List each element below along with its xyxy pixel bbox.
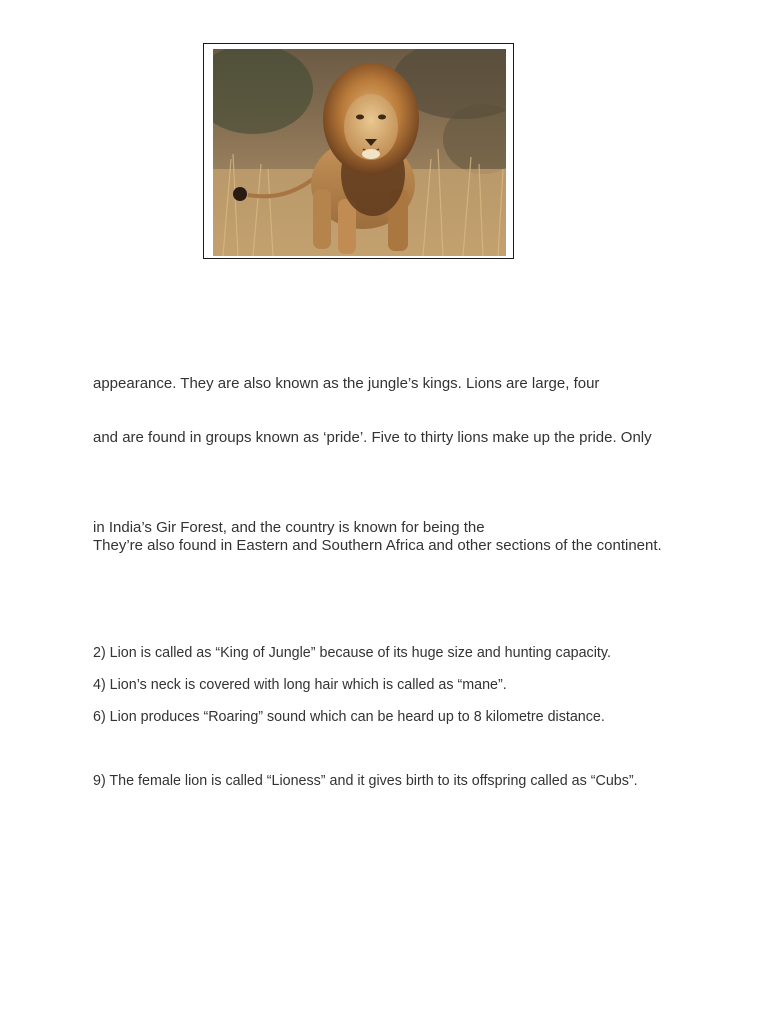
paragraph-line: in India’s Gir Forest, and the country is known for being the (93, 519, 485, 536)
lion-photo-frame (203, 43, 514, 259)
fact-item: 6) Lion produces “Roaring” sound which can be heard up to 8 kilometre distance. (93, 709, 605, 725)
fact-item: 9) The female lion is called “Lioness” and it gives birth to its offspring called as “Cubs”. (93, 773, 638, 789)
fact-item: 2) Lion is called as “King of Jungle” because of its huge size and hunting capacity. (93, 645, 611, 661)
lion-photo (213, 49, 506, 256)
fact-item: 4) Lion’s neck is covered with long hair which is called as “mane”. (93, 677, 507, 693)
paragraph-line: and are found in groups known as ‘pride’. Five to thirty lions make up the pride. Only (93, 429, 652, 446)
paragraph-line: appearance. They are also known as the jungle’s kings. Lions are large, four (93, 375, 600, 392)
paragraph-line: They’re also found in Eastern and Southern Africa and other sections of the continent. (93, 537, 662, 554)
